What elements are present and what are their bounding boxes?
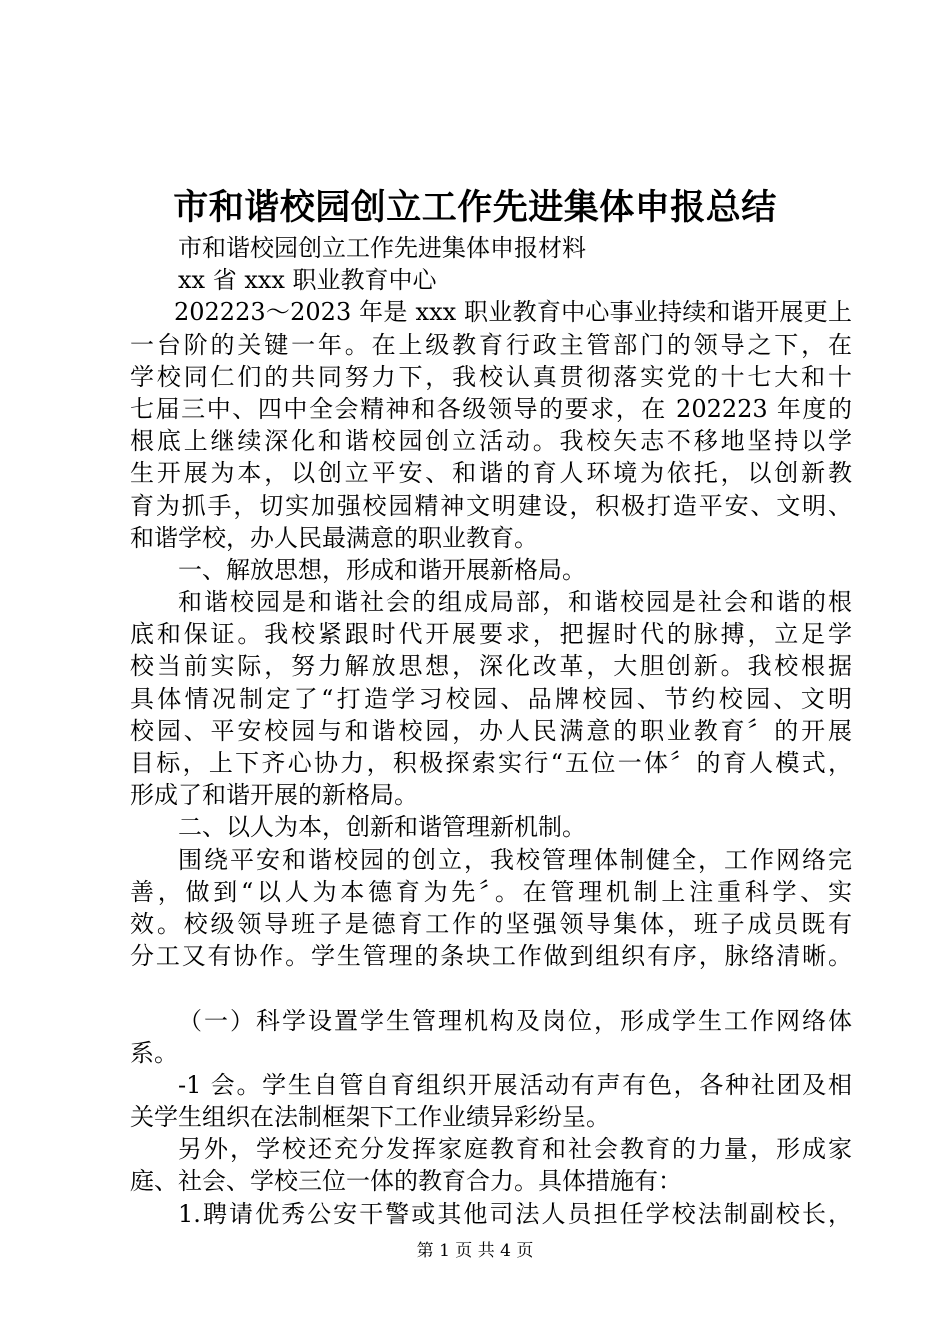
- paragraph-gap: [130, 972, 852, 1004]
- page-number-footer: 第 1 页 共 4 页: [416, 1241, 534, 1261]
- paragraph-line: 生开展为本，以创立平安、和谐的育人环境为依托，以创新教: [130, 459, 852, 488]
- document-body: [130, 232, 852, 1230]
- section-heading: 一、解放思想，形成和谐开展新格局。: [178, 555, 586, 584]
- paragraph-line: -1 会。学生自管自育组织开展活动有声有色，各种社团及相: [178, 1070, 852, 1099]
- paragraph-line: 关学生组织在法制框架下工作业绩异彩纷呈。: [130, 1103, 610, 1132]
- paragraph-line: 学校同仁们的共同努力下，我校认真贯彻落实党的十七大和十: [130, 362, 852, 391]
- section-heading: 二、以人为本，创新和谐管理新机制。: [178, 813, 586, 842]
- paragraph-line: 和谐学校，办人民最满意的职业教育。: [130, 523, 538, 552]
- paragraph-line: 根底上继续深化和谐校园创立活动。我校矢志不移地坚持以学: [130, 427, 852, 456]
- paragraph-line: 202223～2023 年是 xxx 职业教育中心事业持续和谐开展更上: [174, 298, 852, 327]
- paragraph-line: 底和保证。我校紧跟时代开展要求，把握时代的脉搏，立足学: [130, 620, 852, 649]
- organization-line: xx 省 xxx 职业教育中心: [178, 266, 437, 295]
- paragraph-line: 校当前实际，努力解放思想，深化改革，大胆创新。我校根据: [130, 652, 852, 681]
- paragraph-line: 形成了和谐开展的新格局。: [130, 781, 418, 810]
- paragraph-line: 系。: [130, 1038, 178, 1067]
- document-title: 市和谐校园创立工作先进集体申报总结: [173, 187, 777, 228]
- paragraph-line: 善，做到“以人为本德育为先〞。在管理机制上注重科学、实: [130, 877, 852, 906]
- paragraph-line: 育为抓手，切实加强校园精神文明建设，积极打造平安、文明、: [130, 491, 852, 520]
- subsection-heading: （一）科学设置学生管理机构及岗位，形成学生工作网络体: [178, 1006, 852, 1035]
- paragraph-line: 另外，学校还充分发挥家庭教育和社会教育的力量，形成家: [178, 1135, 852, 1164]
- paragraph-line: 庭、社会、学校三位一体的教育合力。具体措施有：: [130, 1167, 682, 1196]
- paragraph-line: 分工又有协作。学生管理的条块工作做到组织有序，脉络清晰。: [130, 942, 852, 971]
- paragraph-line: 1.聘请优秀公安干警或其他司法人员担任学校法制副校长，: [178, 1199, 852, 1228]
- paragraph-line: 和谐校园是和谐社会的组成局部，和谐校园是社会和谐的根: [178, 588, 852, 617]
- paragraph-line: 围绕平安和谐校园的创立，我校管理体制健全，工作网络完: [178, 845, 852, 874]
- paragraph-line: 目标，上下齐心协力，积极探索实行“五位一体〞的育人模式，: [130, 749, 852, 777]
- paragraph-line: 效。校级领导班子是德育工作的坚强领导集体，班子成员既有: [130, 909, 852, 938]
- paragraph-line: 具体情况制定了“打造学习校园、品牌校园、节约校园、文明: [130, 684, 852, 713]
- paragraph-line: 校园、平安校园与和谐校园，办人民满意的职业教育〞的开展: [130, 716, 852, 745]
- subtitle-line: 市和谐校园创立工作先进集体申报材料: [178, 234, 586, 262]
- paragraph-line: 一台阶的关键一年。在上级教育行政主管部门的领导之下，在: [130, 330, 852, 359]
- paragraph-line: 七届三中、四中全会精神和各级领导的要求，在 202223 年度的: [130, 394, 852, 423]
